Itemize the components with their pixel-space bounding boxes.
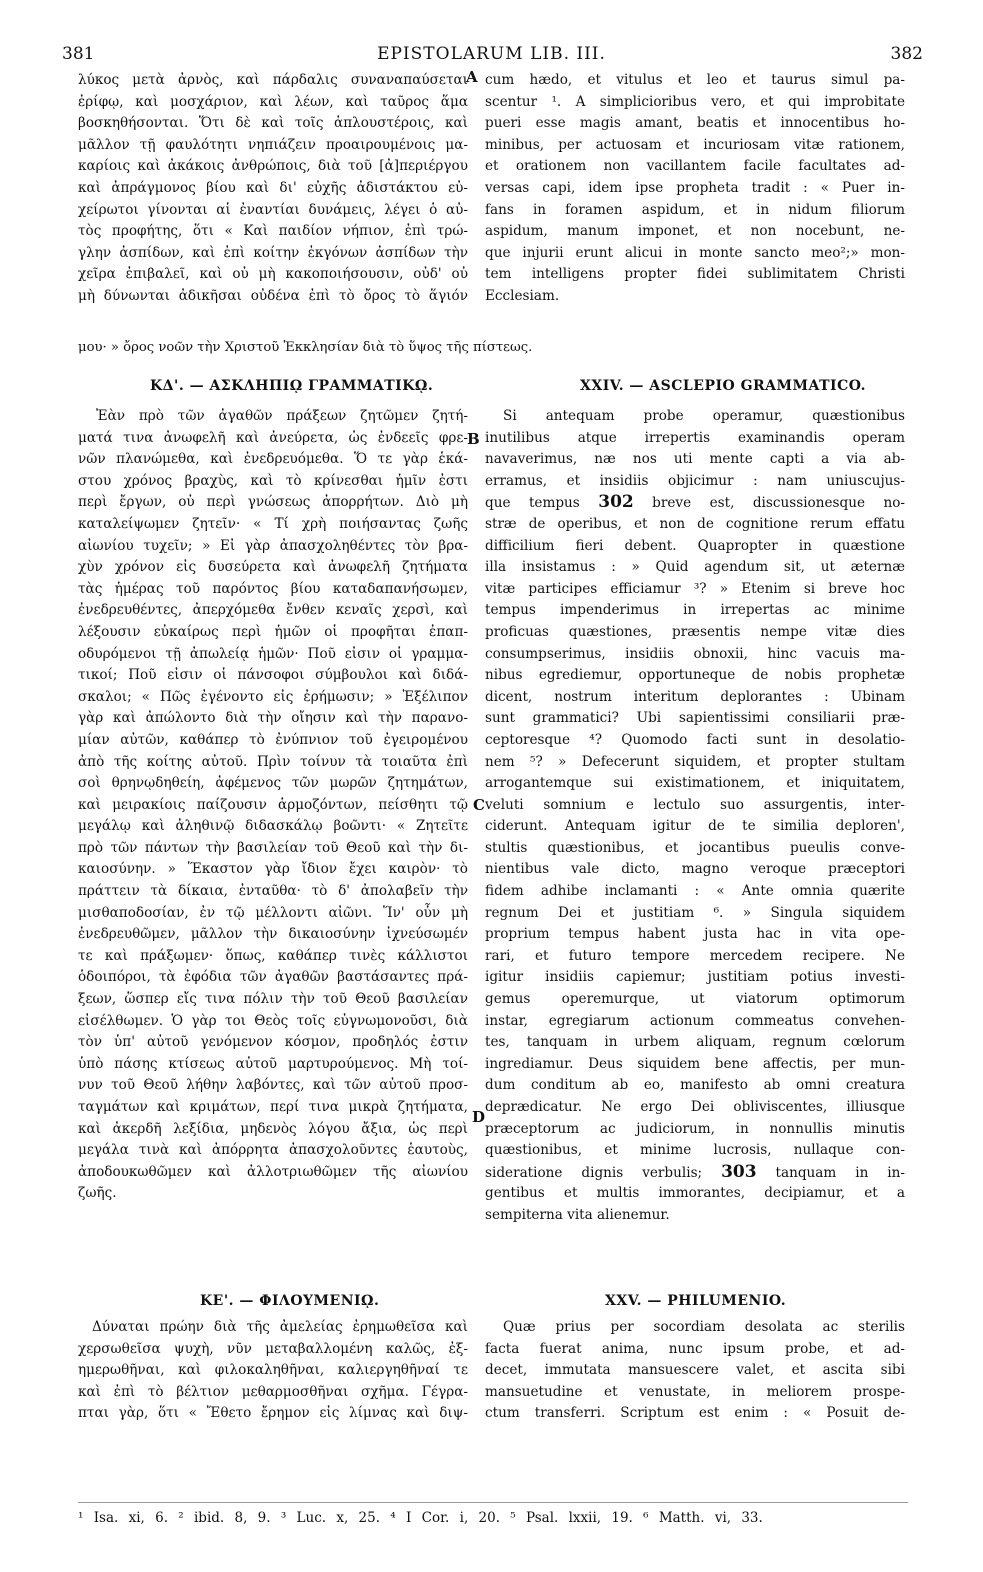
latin-line: Quæ prius per socordiam desolata ac sterilis [503,1319,905,1335]
latin-line: ceptoresque ⁴? Quomodo facti sunt in desolatio- [485,731,905,748]
greek-line: γὰρ καὶ ἀπώλοντο διὰ τὴν οἴησιν καὶ τὴν παρανο- [78,710,468,727]
latin-section-title-xxv: XXV. — PHILUMENIO. [605,1293,787,1309]
greek-line: τὸς προφήτης, ὅτι « Καὶ παιδίον νήπιον, ἐπὶ τρώ- [78,223,468,240]
greek-line: ἐνεδρευθῶμεν, μᾶλλον τὴν δικαιοσύνην ἰχνεύσωμέν [78,926,468,943]
latin-line: sempiterna vita alienemur. [485,1206,670,1223]
greek-line: λέξουσιν εὐκαίρως περὶ ἡμῶν οἱ προφῆται ἐπαπ- [78,623,468,640]
latin-line: regnum Dei et justitiam ⁶. » Singula siquidem [485,904,905,921]
greek-line: εἰσέλθωμεν. Ὁ γὰρ τοι Θεὸς τοῖς εὐγνωμονοῦσι, διὰ [78,1012,468,1029]
latin-line-part: tanquam in in- [756,1164,905,1181]
section-marker-b: B [467,430,480,448]
latin-line: vitæ participes efficiamur ³? » Etenim si breve hoc [485,580,905,597]
latin-line: consumpserimus, insidiis obnoxii, hinc vacuis ma- [485,645,905,662]
greek-section-title-ke: ΚΕ'. — ΦΙΛΟΥΜΕΝΙῼ. [200,1293,380,1309]
latin-line: nem ⁵? » Defecerunt siquidem, et propter stultam [485,753,905,770]
greek-line: περὶ ἔργων, οὐ περὶ γνώσεως ἀπορρήτων. Διὸ μὴ [78,494,468,511]
greek-intro [78,70,468,308]
greek-line: χερσωθεῖσα ψυχὴ, νῦν μεταβαλλομένη καλῶς, ἐξ- [78,1340,468,1357]
greek-line: πράττειν τὰ δίκαια, ἐνταῦθα· τὸ δ' ἀπολαβεῖν τὴν [78,883,468,900]
latin-line: Ecclesiam. [485,287,560,304]
latin-intro [485,70,905,308]
greek-line: ἐρίφῳ, καὶ μοσχάριον, καὶ λέων, καὶ ταῦρος ἅμα [78,93,468,110]
greek-line: ζωῆς. [78,1185,117,1202]
latin-line: que injurii erunt alicui in monte sancto meo²;» mon- [485,244,905,261]
latin-line: proficuas quæstiones, præsentis nempe vitæ dies [485,623,905,640]
latin-line: mansuetudine et venustate, in meliorem prospe- [485,1383,905,1400]
latin-line: erramus, et insidiis objicimur : nam uniuscujus- [485,472,905,489]
greek-line: χεῖρα ἐπιβαλεῖ, καὶ οὐ μὴ κακοποιήσουσιν, οὐδ' οὐ [78,266,468,283]
latin-line: rari, et futuro tempore mercedem recipere. Ne [485,947,905,964]
greek-line: σοὶ θρηνῳδηθείη, ἀφέμενος τῶν μωρῶν ζητημάτων, [78,775,468,792]
latin-line-with-column-number [485,492,905,514]
left-page-number: 381 [62,44,95,64]
greek-intro-final-row [78,337,638,359]
latin-line: pueri esse magis amant, beatis et innocentibus ho- [485,115,905,132]
greek-line: πται γὰρ, ὅτι « Ἔθετο ἔρημον εἰς λίμνας καὶ διψ- [78,1405,468,1422]
latin-line-part: que tempus [485,495,599,512]
greek-line: λύκος μετὰ ἀρνὸς, καὶ πάρδαλις συναναπαύσεται [78,72,468,88]
greek-line: οδυρόμενοι τῇ ἀπωλείᾳ ἡμῶν· Ποῦ εἰσιν οἱ γραμμα- [78,645,468,662]
greek-line: τὰς ἡμέρας τοῦ παρόντος βίου καταδαπανήσωμεν, [78,580,468,597]
latin-line: cum hædo, et vitulus et leo et taurus simul pa- [485,72,905,88]
latin-line: stultis quæstionibus, et jocantibus pueulis conve- [485,839,905,856]
greek-line: μᾶλλον τῇ φαυλότητι νηπιάζειν προαιρουμένοις μα- [78,136,468,153]
latin-line: sunt grammatici? Ubi sapientissimi consiliarii præ- [485,710,905,727]
right-page-number: 382 [890,44,923,64]
latin-line: gentibus et multis immorantes, decipiamur, et a [485,1185,905,1202]
latin-line: quæstionibus, et minime lucrosis, nullaque con- [485,1142,905,1159]
greek-line: Δύναται πρώην διὰ τῆς ἀμελείας ἐρημωθεῖσα καὶ [92,1319,468,1335]
latin-section-title-xxiv: XXIV. — ASCLEPIO GRAMMATICO. [580,378,866,394]
greek-line: χείρωτοι γίνονται αἱ ἐναντίαι δυνάμεις, λέγει ὁ αὐ- [78,201,468,218]
footnote-divider [78,1502,908,1503]
latin-letter-24 [485,406,905,1227]
greek-line: ταγμάτων καὶ κριμάτων, περί τινα μικρὰ ζητήματα, [78,1099,468,1115]
footnotes: ¹ Isa. xi, 6. ² ibid. 8, 9. ³ Luc. x, 25. ⁴ I Cor. i, 20. ⁵ Psal. lxxii, 19. ⁶ Matth. vi, 33. [78,1510,763,1526]
greek-line: Ἐὰν πρὸ τῶν ἀγαθῶν πράξεων ζητῶμεν ζητή- [96,408,468,424]
latin-line: et orationem non vacillantem facile facultates ad- [485,158,905,175]
greek-letter-24 [78,406,468,1205]
greek-line: βοσκηθήσονται. Ὅτι δὲ καὶ τοῖς ἁπλουστέροις, καὶ [78,115,468,132]
greek-line: τε καὶ πράξωμεν· ὅπως, καθάπερ τινὲς κάλλιστοι [78,947,468,964]
latin-line: dicent, nostrum interitum deplorantes : Ubinam [485,688,905,705]
latin-line: ingrediamur. Deus siquidem bene affectis, per mun- [485,1055,905,1072]
latin-line: versas capi, idem ipse propheta tradit : « Puer in- [485,179,905,196]
greek-line: γλην ἀσπίδων, καὶ ἐπὶ κοίτην ἐκγόνων ἀσπίδων τὴν [78,244,468,261]
latin-line-part: sideratione dignis verbulis; [485,1164,722,1181]
greek-section-title-kd: ΚΔ'. — ΑΣΚΛΗΠΙῼ ΓΡΑΜΜΑΤΙΚῼ. [150,378,434,394]
latin-line: decet, immutata mansuescere valet, et ascita sibi [485,1362,905,1379]
latin-line: minibus, per actuosam et incuriosam vitæ rationem, [485,136,905,153]
greek-line: ἀπὸ τῆς κοίτης αὐτοῦ. Πρὶν τοίνυν τὰ τοιαῦτα ἐπὶ [78,753,468,770]
greek-line: καὶ ἀκερδῆ λεξίδια, μηδενὸς λόγου ἄξια, ὡς περὶ [78,1120,468,1137]
latin-line: illa insistamus : » Quid agendum sit, ut æternæ [485,559,905,576]
greek-line: νῶν πλανώμεθα, καὶ ἐνεδρευόμεθα. Ὅ τε γὰρ ἑκά- [78,451,468,468]
latin-line: igitur insidiis capiemur; justitiam potius investi- [485,969,905,986]
latin-line: ciderunt. Antequam igitur de te similia deploren', [485,818,905,835]
latin-line: dum conditum ab eo, manifesto ab omni creatura [485,1077,905,1094]
greek-line: ματά τινα ἀνωφελῆ καὶ ἀνεύρετα, ὡς ἐνδεεῖς φρε- [78,429,468,446]
greek-line: μεγάλα τινὰ καὶ ἀπόρρητα ἀπασχολοῦντες ἑαυτοὺς, [78,1142,468,1159]
latin-line: tempus impenderimus in irrepertas ac minime [485,602,905,619]
section-marker-d: D [472,1108,486,1126]
latin-line: ctum transferri. Scriptum est enim : « Posuit de- [485,1405,905,1422]
latin-line: fidem adhibe inclamanti : « Ante omnia quærite [485,883,905,900]
greek-line: ξεων, ὥσπερ εἴς τινα πόλιν τὴν τοῦ Θεοῦ βασιλείαν [78,991,468,1008]
greek-line: καὶ μειρακίοις παίζουσιν ἁρμοζόντων, πείσθητι τῷ [78,796,468,813]
latin-line: gemus operemurque, ut viatorum optimorum [485,991,905,1008]
latin-line-with-column-number [485,1162,905,1184]
latin-line: fans in foramen aspidum, et in nidum filiorum [485,201,905,218]
greek-line: καὶ ἀπράγμονος βίου καὶ δι' εὐχῆς ἀδιστάκτου εὐ- [78,179,468,196]
latin-line: nibus egrediemur, opportuneque de nobis prophetæ [485,667,905,684]
greek-line: χὺν χρόνον εἰς δυσεύρετα καὶ ἀνωφελῆ ζητήματα [78,559,468,576]
greek-line: ὁδοιπόροι, τὰ ἐφόδια τῶν ἀγαθῶν βαστάσαντες πρά- [78,969,468,986]
latin-line: scentur ¹. A simplicioribus vero, et qui improbitate [485,93,905,110]
latin-line: aspidum, manum imponet, et non nocebunt, ne- [485,223,905,240]
running-title: EPISTOLARUM LIB. III. [377,44,606,64]
latin-line: instar, egregiarum actionum commeatus convehen- [485,1012,905,1029]
latin-line-part: breve est, discussionesque no- [633,495,905,512]
latin-line: Si antequam probe operamur, quæstionibus [503,408,905,424]
latin-line: proprium tempus habent justa hac in vita ope- [485,926,905,943]
greek-line: μὴ δύνωνται ἀδικῆσαι οὐδένα ἐπὶ τὸ ὄρος τὸ ἅγιόν [78,287,468,304]
greek-line: καρίοις καὶ ἀκάκοις ἀνθρώποις, διὰ τοῦ [ἀ]περιέργου [78,158,468,175]
latin-line: deprædicatur. Ne ergo Dei obliviscentes, illiusque [485,1099,905,1115]
greek-line: στου χρόνος βραχὺς, καὶ τὸ κρίνεσθαι ἡμῖν ἐστι [78,472,468,489]
greek-line: μου· » ὄρος νοῶν τὴν Χριστοῦ Ἐκκλησίαν διὰ τὸ ὕψος τῆς πίστεως. [78,340,533,355]
greek-line: ὑπὸ πάσης κτίσεως αὐτοῦ μαρτυρούμενος. Μὴ τοί- [78,1055,468,1072]
greek-line: πρὸ τῶν πάντων τὴν βασιλείαν τοῦ Θεοῦ καὶ τὴν δι- [78,839,468,856]
latin-line: veluti somnium e lectulo suo assurgentis, inter- [485,796,905,813]
greek-line: νυν τοῦ Θεοῦ λήθην λαβόντες, καὶ τῶν αὐτοῦ προσ- [78,1077,468,1094]
greek-line: αἰωνίου τυχεῖν; » Εἰ γὰρ ἀπασχοληθέντες τὸν βρα- [78,537,468,554]
latin-line: arrogantemque sui existimationem, et iniquitatem, [485,775,905,792]
greek-line: μισθαποδοσίαν, ἐν τῷ μέλλοντι αἰῶνι. Ἵν' οὖν μὴ [78,904,468,921]
latin-letter-25 [485,1317,905,1425]
greek-line: ἐνεδρευθέντες, ἀπερχόμεθα ἔνθεν κεναῖς χερσὶ, καὶ [78,602,468,619]
greek-line: καταλείψωμεν ζητεῖν· « Τί χρὴ ποιήσαντας ζωῆς [78,515,468,532]
greek-letter-25 [78,1317,468,1425]
greek-line: τὸν ὑπ' αὐτοῦ γενόμενον κόσμον, προδηλός ἐστιν [78,1034,468,1051]
greek-line: καὶ ἐπὶ τὸ βέλτιον μεθαρμοσθῆναι σχῆμα. Γέγρα- [78,1383,468,1400]
greek-line: ἀποδουκωθῶμεν καὶ ἀλλοτριωθῶμεν τῆς αἰωνίου [78,1163,468,1180]
greek-line: μίαν αὐτῶν, καθάπερ τὸ ἐνύπνιον τοῦ ἐγειρομένου [78,731,468,748]
section-marker-c: C [473,796,485,814]
column-number-303: 303 [721,1161,757,1182]
latin-line: facta fuerat anima, nunc ipsum probe, et ad- [485,1340,905,1357]
latin-line: difficilium fieri debent. Quapropter in quæstione [485,537,905,554]
latin-line: navaverimus, næ nos uti mente capti a via ab- [485,451,905,468]
greek-line: ημερωθῆναι, καὶ φιλοκαληθῆναι, καλιεργηθῆναί τε [78,1362,468,1379]
latin-line: stræ de operibus, et non de cognitione rerum effatu [485,515,905,532]
greek-line: μεγάλῳ καὶ ἀληθινῷ διδασκάλῳ βοῶντι· « Ζητεῖτε [78,818,468,835]
greek-line: τικοί; Ποῦ εἰσιν οἱ πάνσοφοι σύμβουλοι καὶ διδά- [78,667,468,684]
latin-line: præceptorum ac judiciorum, in nonnullis minutis [485,1120,905,1137]
section-marker-a: A [466,68,478,86]
latin-line: inutilibus atque irrepertis examinandis operam [485,429,905,446]
latin-line: tem intelligens propter fidei sublimitatem Christi [485,266,905,283]
greek-line: σκαλοι; « Πῶς ἐγένοντο εἰς ἐρήμωσιν; » Ἐξέλιπον [78,688,468,705]
column-number-302: 302 [598,492,634,513]
latin-line: nientibus vale dicto, magno veroque præceptori [485,861,905,878]
latin-line: tes, tanquam in urbem aliquam, regnum cœlorum [485,1034,905,1051]
greek-line: καιοσύνην. » Ἕκαστον γὰρ ἴδιον ἔχει καιρὸν· τὸ [78,861,468,878]
